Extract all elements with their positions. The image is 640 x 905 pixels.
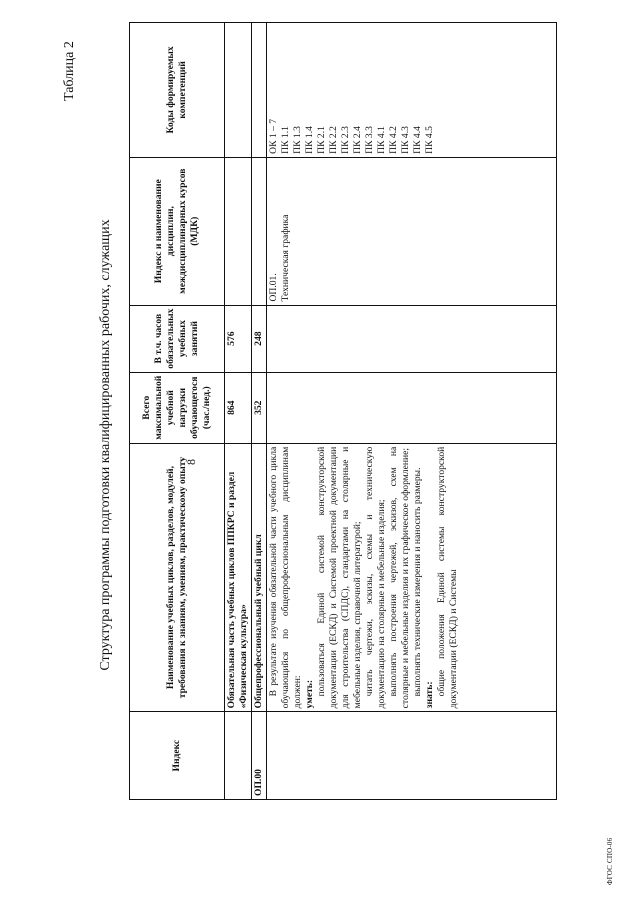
skill-item: читать чертежи, эскизы, схемы и техническую документацию на столярные и мебельные изделия; xyxy=(364,446,387,709)
competence-code: ПК 4.5 xyxy=(424,126,435,154)
mandatory-part-name: Обязательная часть учебных циклов ППКРС и раздел «Физическая культура» xyxy=(225,443,252,712)
footer-label: ФГОС СПО-06 xyxy=(606,837,614,885)
cell-empty xyxy=(267,305,557,372)
knowledge-label: знать: xyxy=(424,681,435,709)
cell-empty xyxy=(225,712,252,800)
competence-code: ПК 4.4 xyxy=(412,126,423,154)
op01-requirements xyxy=(267,443,557,712)
competence-code: ПК 1.3 xyxy=(292,126,303,154)
op-index: ОП.00 xyxy=(252,712,267,800)
competence-code: ПК 1.1 xyxy=(280,126,291,154)
cell-empty xyxy=(252,157,267,305)
table-row xyxy=(252,23,267,800)
competence-code: ПК 4.3 xyxy=(400,126,411,154)
mandatory-max-load: 864 xyxy=(225,372,252,443)
knowledge-item: общие положения Единой системы конструкторской документации (ЕСКД) и Системы xyxy=(436,446,459,709)
cell-empty xyxy=(267,372,557,443)
competence-code: ОК 1 – 7 xyxy=(268,118,279,154)
table-title: Структура программы подготовки квалифицированных рабочих, служащих xyxy=(98,219,113,671)
skill-item: выполнять построения чертежей, эскизов, схем на столярные и мебельные изделия и их графическое оформление; xyxy=(388,446,411,709)
skill-item: выполнять технические измерения и наносить размеры. xyxy=(412,467,423,697)
header-max-load: Всего максимальной учебной нагрузки обучающегося (час./нед.) xyxy=(130,372,225,443)
competence-code: ПК 4.1 xyxy=(376,126,387,154)
competence-code: ПК 2.1 xyxy=(316,126,327,154)
competence-code: ПК 3.3 xyxy=(364,126,375,154)
table-row xyxy=(225,23,252,800)
cell-empty xyxy=(252,23,267,158)
table-label: Таблица 2 xyxy=(62,41,77,101)
mandatory-class-hours: 576 xyxy=(225,305,252,372)
table-row xyxy=(267,23,557,800)
op-class-hours: 248 xyxy=(252,305,267,372)
op-name: Общепрофессиональный учебный цикл xyxy=(252,443,267,712)
header-row xyxy=(130,23,225,800)
cell-empty xyxy=(225,157,252,305)
op01-discipline xyxy=(267,157,557,305)
skill-item: пользоваться Единой системой конструкторской документации (ЕСКД) и Системой проектной документации для строительства (СПДС), стандартами на столярные и мебельные изделия, справочной литературой; xyxy=(316,446,363,709)
competence-code: ПК 4.2 xyxy=(388,126,399,154)
cell-empty xyxy=(267,712,557,800)
header-index: Индекс xyxy=(130,712,225,800)
op-max-load: 352 xyxy=(252,372,267,443)
header-class-hours: В т.ч. часов обязательных учебных занятий xyxy=(130,305,225,372)
competence-code: ПК 2.2 xyxy=(328,126,339,154)
cell-empty xyxy=(225,23,252,158)
competence-code: ПК 1.4 xyxy=(304,126,315,154)
header-name: Наименование учебных циклов, разделов, модулей, требования к знаниям, умениям, практическому опыту xyxy=(130,443,225,712)
header-competence-codes: Коды формируемых компетенций xyxy=(130,23,225,158)
structure-table xyxy=(129,22,557,800)
discipline-code: ОП.01. xyxy=(268,273,279,302)
competence-code: ПК 2.3 xyxy=(340,126,351,154)
discipline-name: Техническая графика xyxy=(280,214,291,302)
skills-label: уметь: xyxy=(304,679,315,709)
page-number: 8 xyxy=(184,459,198,465)
requirements-intro: В результате изучения обязательной части учебного цикла обучающийся по общепрофессиональным дисциплинам должен: xyxy=(268,446,303,709)
competence-code: ПК 2.4 xyxy=(352,126,363,154)
header-discipline: Индекс и наименование дисциплин, междисциплинарных курсов (МДК) xyxy=(130,157,225,305)
op01-competence-codes xyxy=(267,23,557,158)
